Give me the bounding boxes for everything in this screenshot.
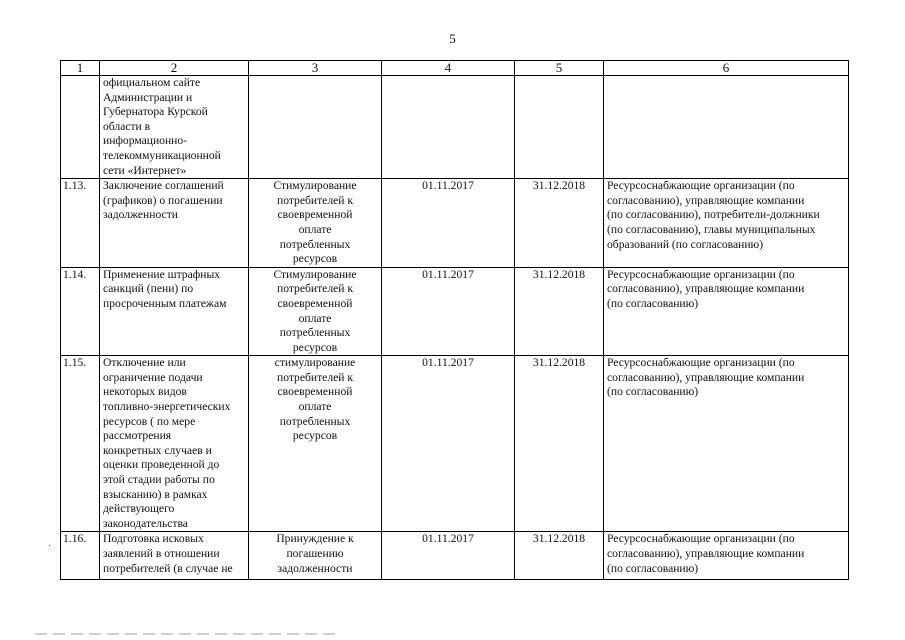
event-name: Отключение или ограничение подачи некоторых видов топливно-энергетических ресурсов ( по мере рассмотрения конкретных случаев и оценки проведенной до этой стадии работы по взысканию) в рамках действующего законодательства	[100, 356, 249, 532]
start-date: 01.11.2017	[382, 356, 515, 532]
start-date	[382, 76, 515, 179]
measures-table	[60, 60, 849, 580]
expected-result: Стимулирование потребителей к своевременной оплате потребленных ресурсов	[249, 267, 382, 356]
row-number: 1.16.	[61, 532, 100, 580]
event-name: Подготовка исковых заявлений в отношении потребителей (в случае не	[100, 532, 249, 580]
column-header: 5	[515, 61, 604, 76]
row-number: 1.15.	[61, 356, 100, 532]
event-name: Применение штрафных санкций (пени) по просроченным платежам	[100, 267, 249, 356]
executors: Ресурсоснабжающие организации (по согласованию), управляющие компании (по согласованию), потребители-должники (по согласованию), главы муниципальных образований (по согласованию)	[604, 179, 849, 268]
column-header: 4	[382, 61, 515, 76]
expected-result: Стимулирование потребителей к своевременной оплате потребленных ресурсов	[249, 179, 382, 268]
column-header: 2	[100, 61, 249, 76]
table-header-row	[61, 61, 849, 76]
start-date: 01.11.2017	[382, 267, 515, 356]
table-row	[61, 179, 849, 268]
column-header: 1	[61, 61, 100, 76]
start-date: 01.11.2017	[382, 532, 515, 580]
end-date: 31.12.2018	[515, 179, 604, 268]
executors: Ресурсоснабжающие организации (по согласованию), управляющие компании (по согласованию)	[604, 356, 849, 532]
executors: Ресурсоснабжающие организации (по согласованию), управляющие компании (по согласованию)	[604, 532, 849, 580]
executors	[604, 76, 849, 179]
start-date: 01.11.2017	[382, 179, 515, 268]
row-number: 1.13.	[61, 179, 100, 268]
expected-result: Принуждение к погашению задолженности	[249, 532, 382, 580]
row-number	[61, 76, 100, 179]
end-date: 31.12.2018	[515, 267, 604, 356]
end-date: 31.12.2018	[515, 532, 604, 580]
scan-mark: ·	[48, 541, 52, 552]
scan-artifact	[35, 633, 335, 635]
column-header: 6	[604, 61, 849, 76]
event-name: Заключение соглашений (графиков) о погашении задолженности	[100, 179, 249, 268]
column-header: 3	[249, 61, 382, 76]
event-name: официальном сайте Администрации и Губернатора Курской области в информационно- телекоммуникационной сети «Интернет»	[100, 76, 249, 179]
end-date	[515, 76, 604, 179]
table-row	[61, 267, 849, 356]
table-row	[61, 76, 849, 179]
table-row	[61, 532, 849, 580]
end-date: 31.12.2018	[515, 356, 604, 532]
page-number: 5	[449, 31, 456, 46]
row-number: 1.14.	[61, 267, 100, 356]
table-row	[61, 356, 849, 532]
expected-result	[249, 76, 382, 179]
executors: Ресурсоснабжающие организации (по согласованию), управляющие компании (по согласованию)	[604, 267, 849, 356]
expected-result: стимулирование потребителей к своевременной оплате потребленных ресурсов	[249, 356, 382, 532]
